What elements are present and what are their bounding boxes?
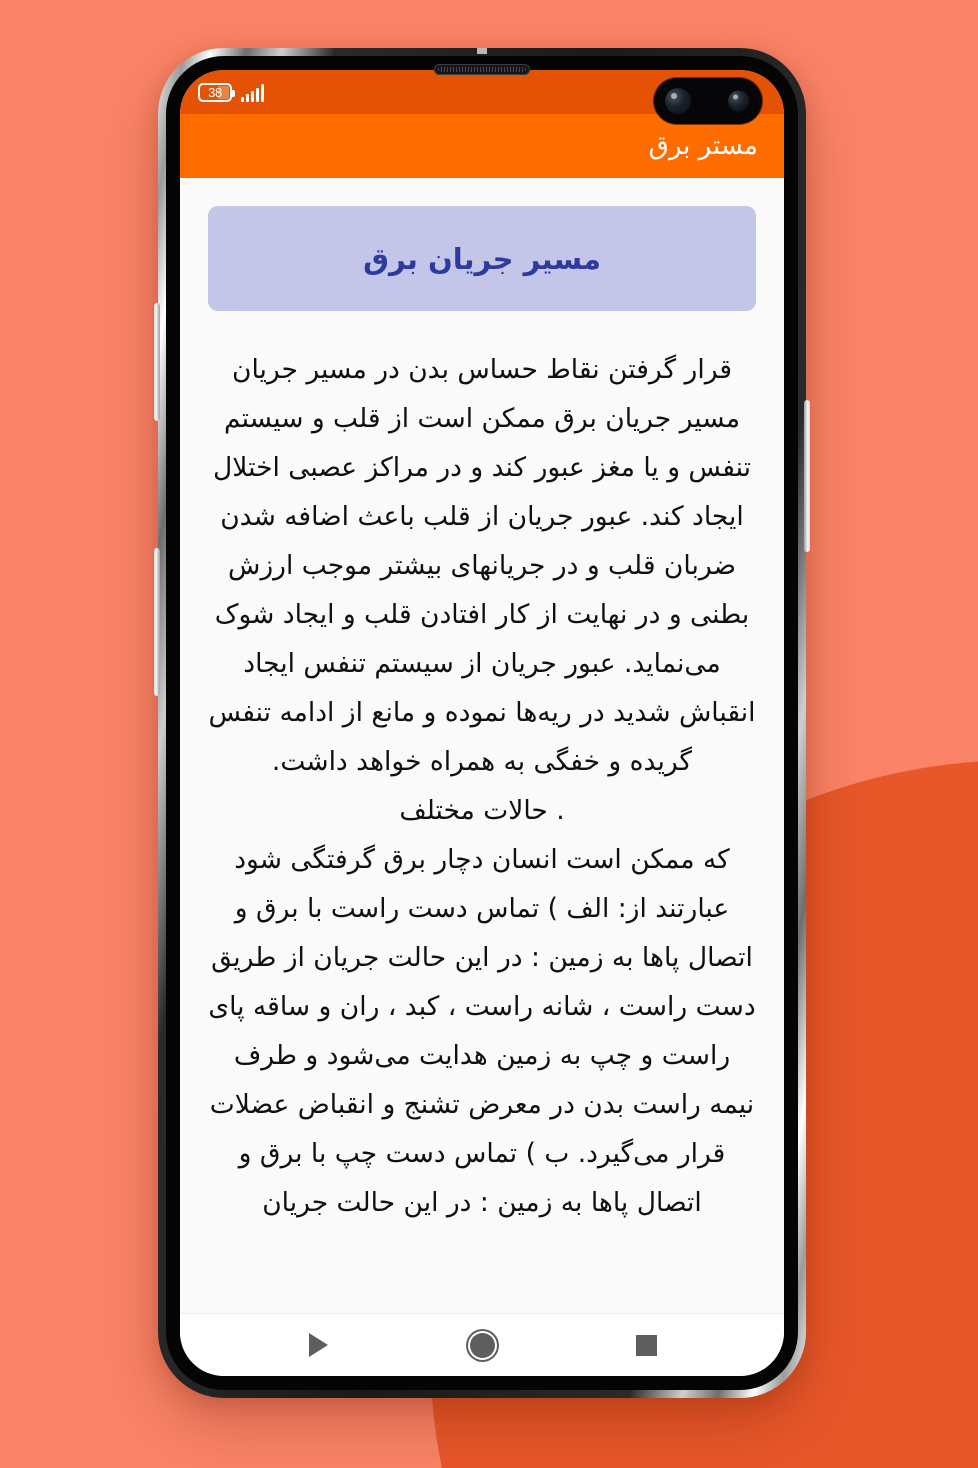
article-paragraph: که ممکن است انسان دچار برق گرفتگی شود عبارتند از: الف ) تماس دست راست با برق و اتصال پاها به زمین : در این حالت جریان از طریق دست راست ، شانه راست ، کبد ، ران و ساقه پای راست و چپ به زمین هدایت می‌شود و طرف نیمه راست بدن در معرض تشنج و انقباض عضلات قرار می‌گیرد. ب ) تماس دست چپ با برق و اتصال پاها به زمین : در این حالت جریان (208, 844, 756, 1218)
camera-lens-secondary-icon (728, 91, 749, 112)
app-title: مستر برق (648, 131, 758, 161)
phone-screen (180, 70, 784, 1376)
article-scroll-area[interactable] (180, 178, 784, 1314)
power-button[interactable] (804, 400, 810, 552)
nav-recents-button[interactable] (623, 1322, 669, 1368)
android-navigation-bar (180, 1313, 784, 1376)
home-circle-icon (470, 1333, 495, 1358)
battery-icon (198, 83, 232, 102)
signal-strength-icon (241, 84, 264, 102)
article-title-card[interactable] (208, 206, 756, 311)
nav-home-button[interactable] (459, 1322, 505, 1368)
article-title: مسیر جریان برق (363, 241, 601, 276)
earpiece-speaker-icon (434, 64, 530, 75)
article-paragraph: قرار گرفتن نقاط حساس بدن در مسیر جریان مسیر جریان برق ممکن است از قلب و سیستم تنفس و یا مغز عبور کند و در مراکز عصبی اختلال ایجاد کند. عبور جریان از قلب باعث اضافه شدن ضربان قلب و در جریانهای بیشتر موجب ارزش بطنی و در نهایت از کار افتادن قلب و ایجاد شوک می‌نماید. عبور جریان از سیستم تنفس ایجاد انقباش شدید در ریه‌ها نموده و مانع از ادامه تنفس گریده و خفگی به همراه خواهد داشت. (208, 354, 756, 777)
recents-square-icon (636, 1335, 657, 1356)
article-paragraph: . حالات مختلف (399, 795, 565, 826)
volume-up-button[interactable] (154, 303, 160, 421)
nav-back-button[interactable] (295, 1322, 341, 1368)
status-bar-left-cluster (198, 83, 264, 102)
camera-lens-primary-icon (665, 88, 691, 114)
battery-percent-label: 38 (208, 84, 222, 100)
phone-device-frame (158, 48, 806, 1398)
front-camera-cutout-icon (654, 78, 762, 124)
back-triangle-icon (309, 1333, 328, 1357)
antenna-band-nub (477, 48, 487, 54)
volume-down-button[interactable] (154, 548, 160, 696)
